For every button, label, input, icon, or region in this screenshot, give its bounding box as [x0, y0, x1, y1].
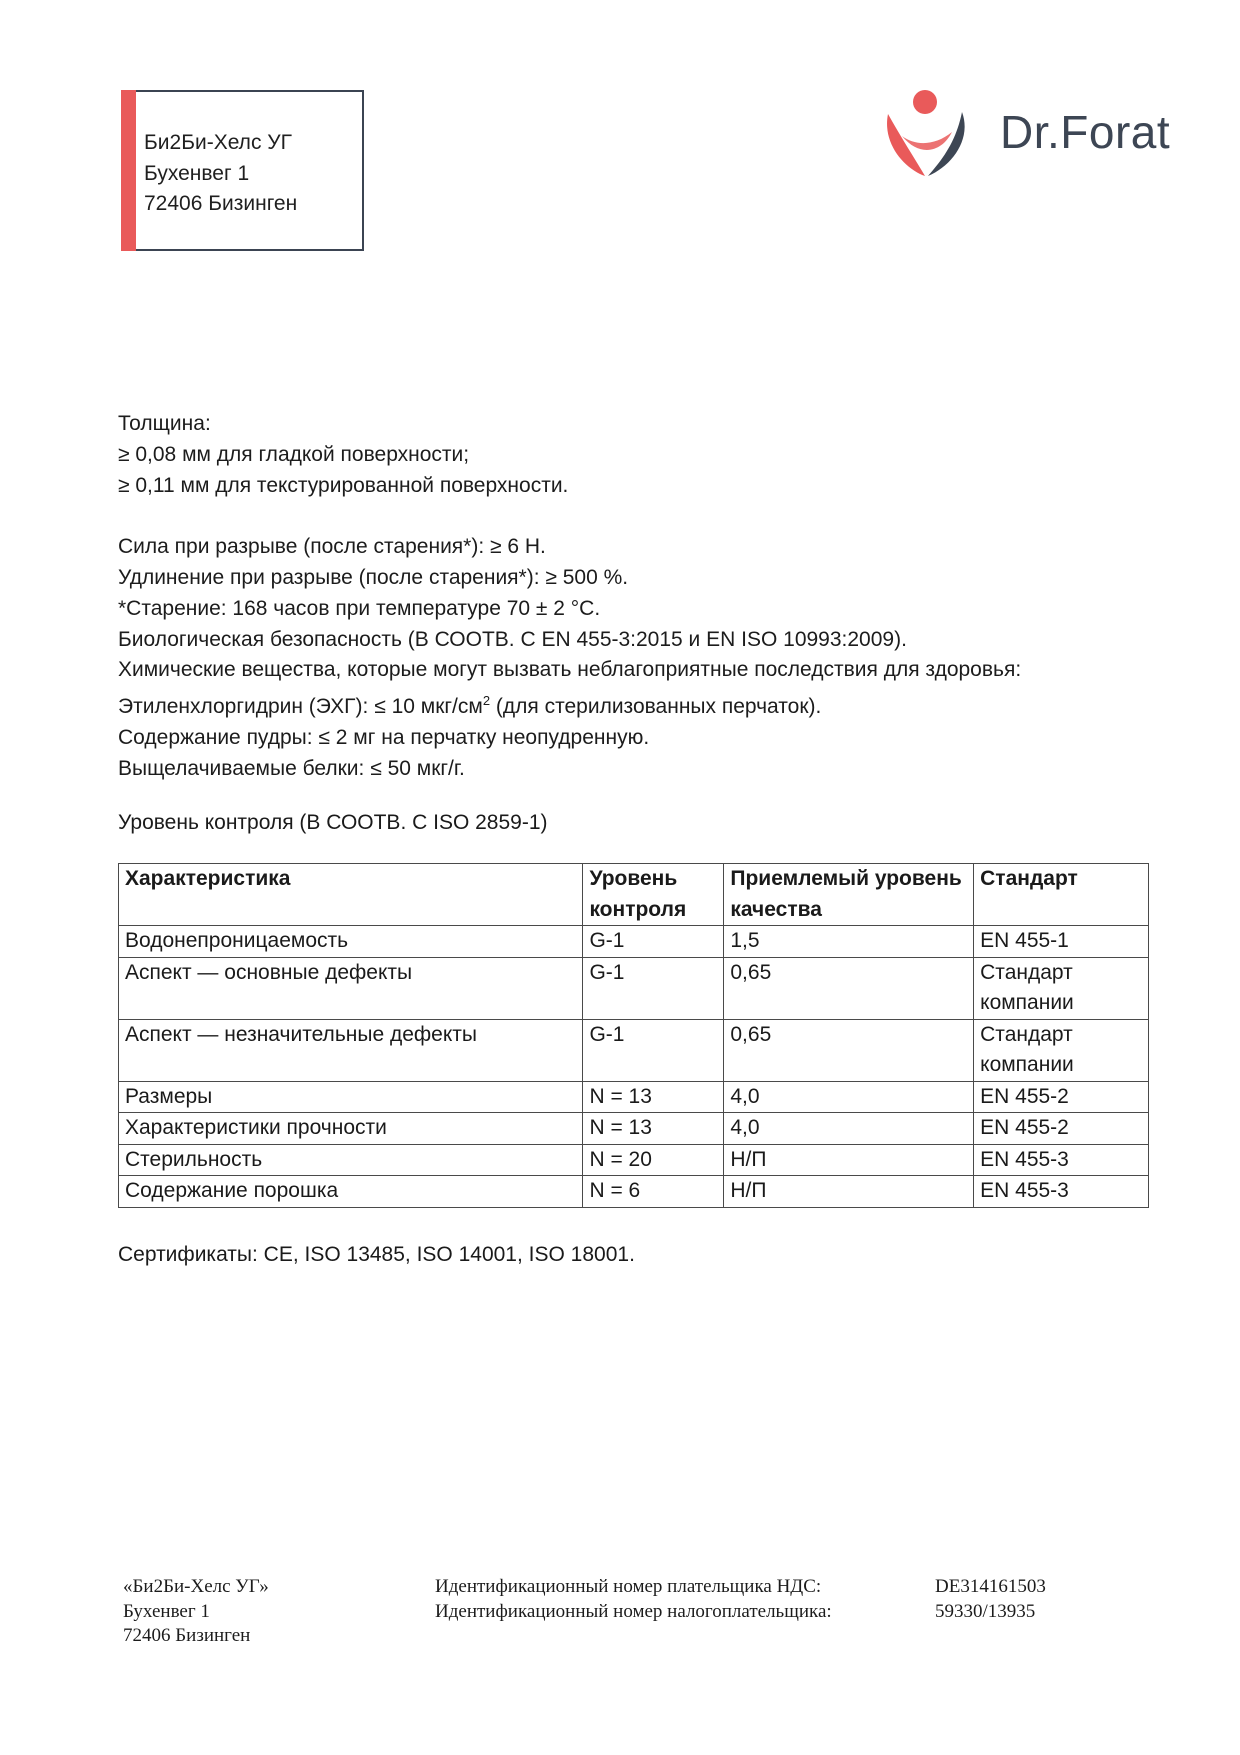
ethylene-chlorohydrin [118, 686, 1148, 723]
table-row [119, 926, 1149, 958]
header-control-level: Уровень контроля [583, 864, 724, 926]
table-row [119, 1176, 1149, 1208]
footer-company-name: «Би2Би-Хелс УГ» [123, 1576, 269, 1597]
company-logo [880, 84, 1185, 184]
cell-aql: Н/П [724, 1144, 974, 1176]
elongation: Удлинение при разрыве (после старения*): ≥ 500 %. [118, 565, 629, 589]
cell-characteristic: Стерильность [119, 1144, 583, 1176]
cell-characteristic: Аспект — незначительные дефекты [119, 1019, 583, 1081]
recipient-company: Би2Би-Хелс УГ [144, 131, 292, 154]
eco-text: Этиленхлоргидрин (ЭХГ): ≤ 10 мкг/см [118, 695, 483, 719]
recipient-address [144, 128, 297, 220]
paragraph-gap [118, 501, 1148, 532]
cell-standard: Стандарт компании [974, 957, 1149, 1019]
cell-characteristic: Содержание порошка [119, 1176, 583, 1208]
logo-wordmark: Dr.Forat [1000, 106, 1171, 158]
table-row [119, 1081, 1149, 1113]
table-row [119, 1144, 1149, 1176]
tensile-strength: Сила при разрыве (после старения*): ≥ 6 Н. [118, 535, 546, 559]
cell-control-level: G-1 [583, 926, 724, 958]
cell-control-level: G-1 [583, 1019, 724, 1081]
biosafety: Биологическая безопасность (В СООТВ. С EN 455-3:2015 и EN ISO 10993:2009). [118, 627, 907, 651]
footer-id-values [935, 1575, 1046, 1624]
certificates: Сертификаты: CE, ISO 13485, ISO 14001, ISO 18001. [118, 1243, 635, 1266]
cell-control-level: N = 13 [583, 1113, 724, 1145]
eco-superscript: 2 [482, 693, 491, 709]
thickness-smooth: ≥ 0,08 мм для гладкой поверхности; [118, 442, 470, 466]
header-characteristic: Характеристика [119, 864, 583, 926]
powder-content: Содержание пудры: ≤ 2 мг на перчатку неопудренную. [118, 725, 650, 749]
tax-id-value: 59330/13935 [935, 1600, 1036, 1622]
footer-company [123, 1575, 269, 1649]
cell-aql: 0,65 [724, 957, 974, 1019]
vat-id-value: DE314161503 [935, 1576, 1046, 1597]
control-level-title: Уровень контроля (В СООТВ. С ISO 2859-1) [118, 811, 548, 834]
table-row [119, 957, 1149, 1019]
cell-standard: Стандарт компании [974, 1019, 1149, 1081]
cell-control-level: N = 6 [583, 1176, 724, 1208]
table-row [119, 1019, 1149, 1081]
specifications-text [118, 409, 1148, 785]
vat-id-label: Идентификационный номер плательщика НДС: [435, 1576, 822, 1597]
address-accent-bar [121, 90, 136, 251]
control-level-table [118, 863, 1149, 1208]
recipient-city: 72406 Бизинген [144, 192, 298, 215]
cell-standard: EN 455-2 [974, 1113, 1149, 1145]
recipient-street: Бухенвег 1 [144, 161, 250, 185]
tax-id-label: Идентификационный номер налогоплательщика: [435, 1600, 832, 1622]
cell-aql: 0,65 [724, 1019, 974, 1081]
cell-control-level: G-1 [583, 957, 724, 1019]
chemicals: Химические вещества, которые могут вызвать неблагоприятные последствия для здоровья: [118, 658, 1022, 682]
cell-characteristic: Аспект — основные дефекты [119, 957, 583, 1019]
cell-aql: 4,0 [724, 1113, 974, 1145]
cell-control-level: N = 20 [583, 1144, 724, 1176]
cell-standard: EN 455-1 [974, 926, 1149, 958]
cell-aql: 1,5 [724, 926, 974, 958]
cell-control-level: N = 13 [583, 1081, 724, 1113]
table-header-row [119, 864, 1149, 926]
eco-suffix: (для стерилизованных перчаток). [490, 695, 822, 719]
cell-characteristic: Размеры [119, 1081, 583, 1113]
thickness-title: Толщина: [118, 412, 211, 435]
cell-standard: EN 455-3 [974, 1176, 1149, 1208]
header-aql: Приемлемый уровень качества [724, 864, 974, 926]
aging-note: *Старение: 168 часов при температуре 70 ± 2 °C. [118, 596, 601, 620]
logo-figure-icon [880, 84, 980, 184]
table-row [119, 1113, 1149, 1145]
cell-standard: EN 455-2 [974, 1081, 1149, 1113]
cell-aql: Н/П [724, 1176, 974, 1208]
header-standard: Стандарт [974, 864, 1149, 926]
cell-characteristic: Водонепроницаемость [119, 926, 583, 958]
footer-city: 72406 Бизинген [123, 1625, 251, 1646]
cell-standard: EN 455-3 [974, 1144, 1149, 1176]
cell-characteristic: Характеристики прочности [119, 1113, 583, 1145]
recipient-address-box [121, 90, 364, 251]
leachable-proteins: Выщелачиваемые белки: ≤ 50 мкг/г. [118, 756, 465, 780]
footer-id-labels [435, 1575, 832, 1624]
cell-aql: 4,0 [724, 1081, 974, 1113]
footer-street: Бухенвег 1 [123, 1600, 210, 1622]
thickness-textured: ≥ 0,11 мм для текстурированной поверхности. [118, 473, 569, 497]
